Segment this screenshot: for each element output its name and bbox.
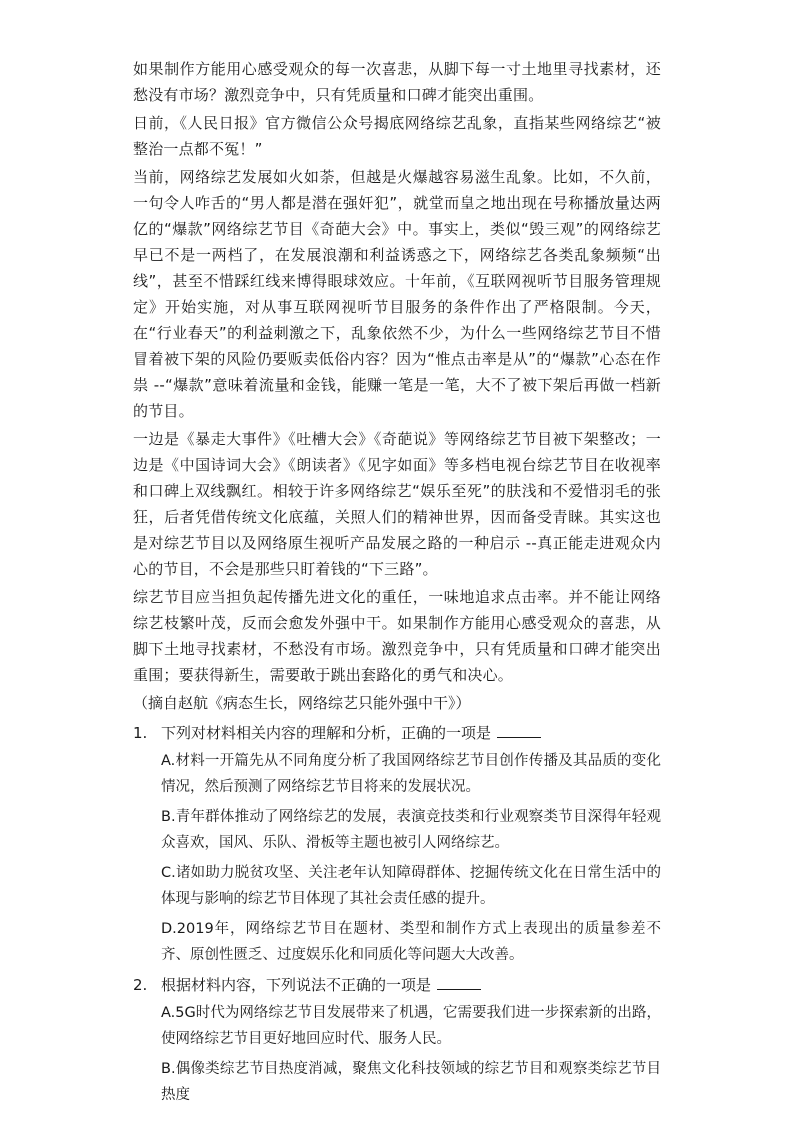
question-number: 1.	[133, 724, 148, 742]
option-a[interactable]: A.5G时代为网络综艺节目发展带来了机遇，它需要我们进一步探索新的出路，使网络综艺节目更好地回应时代、服务人民。	[161, 1005, 661, 1047]
answer-blank[interactable]	[437, 974, 481, 990]
passage	[133, 56, 661, 716]
option-a[interactable]: A.材料一开篇先从不同角度分析了我国网络综艺节目创作传播及其品质的变化情况，然后预测了网络综艺节目将来的发展状况。	[161, 753, 661, 795]
question-stem	[133, 720, 661, 746]
answer-blank[interactable]	[497, 722, 541, 738]
passage-source: （摘自赵航《病态生长，网络综艺只能外强中干》）	[133, 694, 471, 712]
passage-paragraph-2: 日前，《人民日报》官方微信公众号揭底网络综艺乱象，直指某些网络综艺“被整治一点都不冤！”	[133, 114, 661, 158]
option-c[interactable]: C.诸如助力脱贫攻坚、关注老年认知障碍群体、挖掘传统文化在日常生活中的体现与影响的综艺节目体现了其社会责任感的提升。	[161, 865, 661, 907]
document-content	[133, 56, 661, 1112]
question-1	[133, 720, 661, 968]
option-b[interactable]: B.偶像类综艺节目热度消减，聚焦文化科技领域的综艺节目和观察类综艺节目热度	[161, 1061, 661, 1103]
passage-paragraph-5: 综艺节目应当担负起传播先进文化的重任，一味地追求点击率。并不能让网络综艺枝繁叶茂，反而会愈发外强中干。如果制作方能用心感受观众的喜悲，从脚下土地寻找素材，不愁没有市场。激烈竞争中，只有凭质量和口碑才能突出重围；要获得新生，需要敢于跳出套路化的勇气和决心。	[133, 588, 661, 684]
passage-paragraph-3: 当前，网络综艺发展如火如荼，但越是火爆越容易滋生乱象。比如，不久前，一句令人咋舌的“男人都是潜在强奸犯”，就堂而皇之地出现在号称播放量达两亿的“爆款”网络综艺节目《奇葩大会》中。事实上，类似“毁三观”的网络综艺早已不是一两档了，在发展浪潮和利益诱惑之下，网络综艺各类乱象频频“出线”，甚至不惜踩红线来博得眼球效应。十年前，《互联网视听节目服务管理规定》开始实施，对从事互联网视听节目服务的条件作出了严格限制。今天，在“行业春天”的利益刺激之下，乱象依然不少，为什么一些网络综艺节目不惜冒着被下架的风险仍要贩卖低俗内容？因为“惟点击率是从”的“爆款”心态在作祟 --“爆款”意味着流量和金钱，能赚一笔是一笔，大不了被下架后再做一档新的节目。	[133, 168, 661, 420]
option-d[interactable]: D.2019年，网络综艺节目在题材、类型和制作方式上表现出的质量参差不齐、原创性匮乏、过度娱乐化和同质化等问题大大改善。	[161, 921, 661, 963]
question-number: 2.	[133, 976, 148, 994]
question-stem-text: 根据材料内容，下列说法不正确的一项是	[161, 976, 432, 994]
passage-paragraph-1: 如果制作方能用心感受观众的每一次喜悲，从脚下每一寸土地里寻找素材，还愁没有市场？激烈竞争中，只有凭质量和口碑才能突出重围。	[133, 60, 661, 104]
option-b[interactable]: B.青年群体推动了网络综艺的发展，表演竞技类和行业观察类节目深得年轻观众喜欢，国风、乐队、滑板等主题也被引人网络综艺。	[161, 809, 661, 851]
question-options	[133, 1000, 661, 1108]
question-stem	[133, 972, 661, 998]
question-2	[133, 972, 661, 1108]
question-options	[133, 748, 661, 968]
passage-paragraph-4: 一边是《暴走大事件》《吐槽大会》《奇葩说》等网络综艺节目被下架整改；一边是《中国诗词大会》《朗读者》《见字如面》等多档电视台综艺节目在收视率和口碑上双线飘红。相较于许多网络综艺“娱乐至死”的肤浅和不爱惜羽毛的张狂，后者凭借传统文化底蕴，关照人们的精神世界，因而备受青睐。其实这也是对综艺节目以及网络原生视听产品发展之路的一种启示 --真正能走进观众内心的节目，不会是那些只盯着钱的“下三路”。	[133, 430, 661, 578]
question-stem-text: 下列对材料相关内容的理解和分析，正确的一项是	[161, 724, 492, 742]
